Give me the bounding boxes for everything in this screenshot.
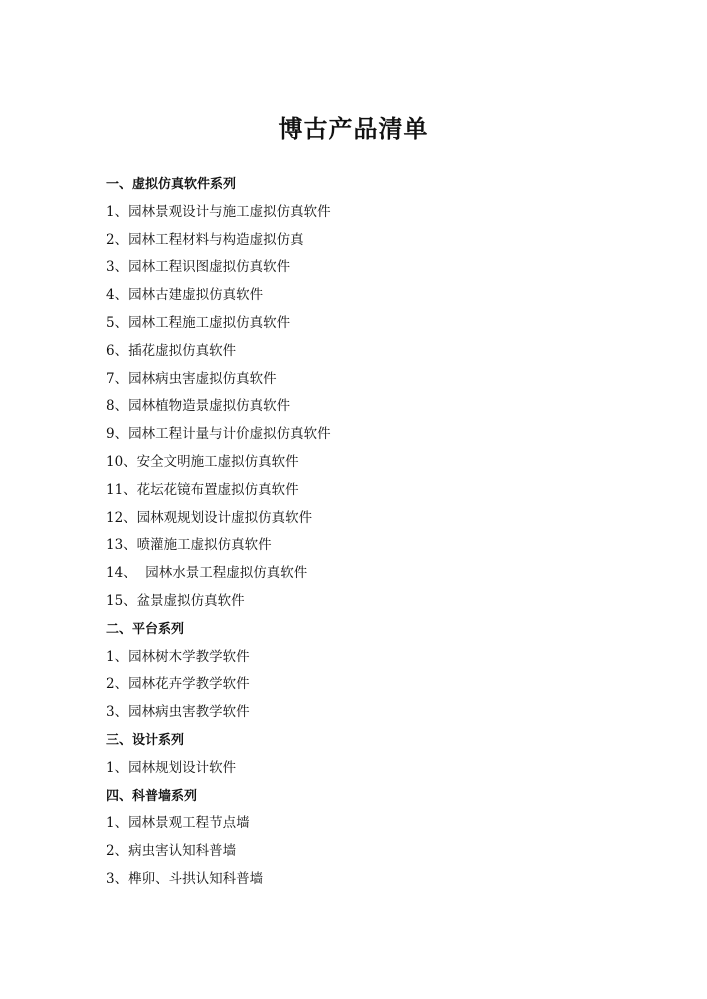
list-item: 12、园林观规划设计虚拟仿真软件 [106,509,313,526]
list-item: 3、榫卯、斗拱认知科普墙 [106,870,264,887]
list-item: 1、园林景观设计与施工虚拟仿真软件 [106,203,331,220]
list-item: 6、插花虚拟仿真软件 [106,342,237,359]
section-heading-science-wall: 四、科普墙系列 [106,788,198,804]
section-heading-vr-software: 一、虚拟仿真软件系列 [106,177,237,192]
list-item: 4、园林古建虚拟仿真软件 [106,287,264,304]
list-item: 2、园林花卉学教学软件 [106,676,250,693]
list-item: 14、 园林水景工程虚拟仿真软件 [106,565,308,582]
list-item: 8、园林植物造景虚拟仿真软件 [106,398,291,415]
list-item: 11、花坛花镜布置虚拟仿真软件 [106,481,299,498]
list-item: 1、园林规划设计软件 [106,759,237,776]
list-item: 10、安全文明施工虚拟仿真软件 [106,453,299,470]
page-title: 博古产品清单 [278,114,429,143]
list-item: 3、园林病虫害教学软件 [106,704,250,721]
list-item: 9、园林工程计量与计价虚拟仿真软件 [106,426,331,443]
list-item: 1、园林树木学教学软件 [106,648,250,665]
list-item: 5、园林工程施工虚拟仿真软件 [106,314,291,331]
section-heading-design: 三、设计系列 [106,732,185,748]
list-item: 1、园林景观工程节点墙 [106,815,250,832]
list-item: 7、园林病虫害虚拟仿真软件 [106,370,277,387]
list-item: 2、病虫害认知科普墙 [106,843,237,860]
list-item: 3、园林工程识图虚拟仿真软件 [106,259,291,276]
list-item: 2、园林工程材料与构造虚拟仿真 [106,231,304,248]
section-heading-platform: 二、平台系列 [106,621,185,637]
list-item: 15、盆景虚拟仿真软件 [106,592,245,609]
list-item: 13、喷灌施工虚拟仿真软件 [106,537,272,554]
product-list [106,171,626,894]
